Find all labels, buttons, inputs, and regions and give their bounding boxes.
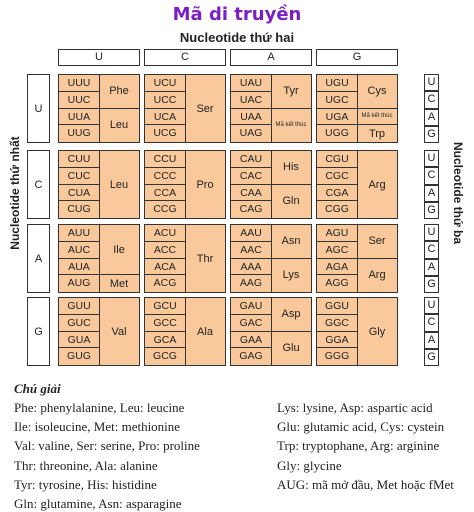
codon-cell: ACC <box>145 242 185 259</box>
codon-cell: CUU <box>59 151 99 168</box>
third-base-column <box>424 224 439 293</box>
amino-acid-label: Val <box>111 325 127 338</box>
legend-item: Glu: glutamic acid, Cys: cystein <box>277 419 445 435</box>
codon-list <box>317 298 358 365</box>
legend-item: Gly: glycine <box>277 457 342 473</box>
legend-item: AUG: mã mở đầu, Met hoặc fMet <box>277 476 454 492</box>
third-base-C: C <box>424 241 439 258</box>
first-base-G: G <box>27 297 50 366</box>
second-base-A: A <box>230 49 312 66</box>
codon-list <box>145 75 186 142</box>
codon-cell: UAC <box>231 92 271 109</box>
codon-cell: GUC <box>59 315 99 332</box>
codon-cell: GAA <box>231 332 271 349</box>
codon-cell: CAG <box>231 201 271 218</box>
amino-acid-label: Asn <box>271 225 311 259</box>
codon-block-UA <box>230 74 312 143</box>
codon-cell: CUG <box>59 201 99 218</box>
codon-block-GA <box>230 297 312 366</box>
codon-cell: GUG <box>59 348 99 365</box>
legend-item: Val: valine, Ser: serine, Pro: proline <box>14 438 200 454</box>
codon-list <box>317 151 358 218</box>
amino-acid-label: Tyr <box>271 75 311 109</box>
codon-cell: ACU <box>145 225 185 242</box>
codon-cell: UAG <box>231 125 271 142</box>
codon-cell: AUU <box>59 225 99 242</box>
amino-acid-label: Cys <box>357 75 397 109</box>
codon-cell: AGA <box>317 259 357 276</box>
codon-list <box>231 298 272 365</box>
amino-acid-label: Lys <box>282 269 300 282</box>
codon-cell: GAG <box>231 348 271 365</box>
codon-block-GC <box>144 297 226 366</box>
codon-cell: UUG <box>59 125 99 142</box>
codon-cell: AAG <box>231 275 271 292</box>
codon-list <box>59 225 100 292</box>
legend-item: Phe: phenylalanine, Leu: leucine <box>14 400 185 415</box>
third-base-U: U <box>424 297 439 314</box>
amino-acid-label: Met <box>109 277 129 290</box>
amino-acid-label: Gln <box>282 195 300 208</box>
legend-item: Gln: glutamine, Asn: asparagine <box>14 496 182 511</box>
amino-acid-label: Ala <box>197 325 213 338</box>
codon-cell: GCU <box>145 298 185 315</box>
codon-cell: UGG <box>317 125 357 142</box>
third-base-column <box>424 74 439 143</box>
codon-list <box>317 75 358 142</box>
amino-acid-label: Arg <box>368 269 386 282</box>
codon-list <box>59 151 100 218</box>
codon-cell: AUC <box>59 242 99 259</box>
codon-cell: UUC <box>59 92 99 109</box>
amino-acid-label: Phe <box>99 75 139 109</box>
codon-cell: GUU <box>59 298 99 315</box>
codon-block-AC <box>144 224 226 293</box>
third-nucleotide-label: Nucleotide thứ ba <box>451 141 465 245</box>
codon-block-UG <box>316 74 398 143</box>
codon-cell: GCG <box>145 348 185 365</box>
codon-cell: AGC <box>317 242 357 259</box>
codon-block-UC <box>144 74 226 143</box>
second-base-U: U <box>58 49 140 66</box>
codon-block-GU <box>58 297 140 366</box>
codon-cell: GCC <box>145 315 185 332</box>
codon-cell: UGC <box>317 92 357 109</box>
amino-acid-label: Ser <box>196 102 214 115</box>
third-base-G: G <box>424 276 439 293</box>
codon-cell: UUA <box>59 109 99 126</box>
codon-list <box>145 298 186 365</box>
third-base-U: U <box>424 224 439 241</box>
codon-block-AA <box>230 224 312 293</box>
amino-acid-label: Gly <box>368 325 386 338</box>
amino-acid-label: Arg <box>368 178 386 191</box>
legend-item: Thr: threonine, Ala: alanine <box>14 457 158 473</box>
first-nucleotide-label: Nucleotide thứ nhất <box>8 136 22 250</box>
second-base-G: G <box>316 49 398 66</box>
third-base-C: C <box>424 314 439 331</box>
codon-cell: UUU <box>59 75 99 92</box>
codon-block-CC <box>144 150 226 219</box>
second-nucleotide-label: Nucleotide thứ hai <box>179 30 295 45</box>
codon-cell: CUA <box>59 185 99 202</box>
amino-acid-label: His <box>271 151 311 185</box>
third-base-C: C <box>424 91 439 108</box>
codon-block-AU <box>58 224 140 293</box>
codon-cell: GGC <box>317 315 357 332</box>
first-base-A: A <box>27 224 50 293</box>
codon-cell: AAA <box>231 259 271 276</box>
codon-list <box>317 225 358 292</box>
codon-cell: UCA <box>145 109 185 126</box>
codon-cell: AGG <box>317 275 357 292</box>
codon-cell: GAC <box>231 315 271 332</box>
codon-block-AG <box>316 224 398 293</box>
first-base-C: C <box>27 150 50 219</box>
codon-cell: GGU <box>317 298 357 315</box>
codon-cell: CCU <box>145 151 185 168</box>
stop-codon-label: Mã kết thúc <box>275 122 307 129</box>
codon-list <box>145 225 186 292</box>
third-base-C: C <box>424 167 439 184</box>
codon-cell: CAU <box>231 151 271 168</box>
third-base-column <box>424 150 439 219</box>
codon-cell: UCG <box>145 125 185 142</box>
codon-cell: GCA <box>145 332 185 349</box>
amino-acid-label: Ser <box>357 225 397 259</box>
amino-acid-label: Leu <box>109 178 129 191</box>
third-base-column <box>424 297 439 366</box>
codon-cell: UCC <box>145 92 185 109</box>
third-base-U: U <box>424 150 439 167</box>
codon-block-UU <box>58 74 140 143</box>
codon-cell: ACA <box>145 259 185 276</box>
third-base-U: U <box>424 74 439 91</box>
third-base-G: G <box>424 349 439 366</box>
codon-cell: CGA <box>317 185 357 202</box>
legend-item: Lys: lysine, Asp: aspartic acid <box>277 400 433 415</box>
codon-cell: CGU <box>317 151 357 168</box>
codon-list <box>59 75 100 142</box>
codon-cell: UCU <box>145 75 185 92</box>
codon-list <box>145 151 186 218</box>
codon-cell: ACG <box>145 275 185 292</box>
codon-cell: CGC <box>317 168 357 185</box>
codon-cell: CAC <box>231 168 271 185</box>
legend-item: Ile: isoleucine, Met: methionine <box>14 419 181 435</box>
third-base-A: A <box>424 332 439 349</box>
codon-cell: AUG <box>59 275 99 292</box>
amino-acid-label: Ile <box>99 225 139 275</box>
codon-cell: CCC <box>145 168 185 185</box>
codon-cell: AAU <box>231 225 271 242</box>
page-title: Mã di truyền <box>172 4 302 25</box>
codon-cell: UAA <box>231 109 271 126</box>
codon-cell: GAU <box>231 298 271 315</box>
codon-cell: UGA <box>317 109 357 126</box>
codon-cell: UGU <box>317 75 357 92</box>
second-base-C: C <box>144 49 226 66</box>
codon-block-CA <box>230 150 312 219</box>
codon-cell: GGA <box>317 332 357 349</box>
codon-list <box>231 75 272 142</box>
codon-block-GG <box>316 297 398 366</box>
codon-cell: CCG <box>145 201 185 218</box>
third-base-G: G <box>424 202 439 219</box>
amino-acid-label: Thr <box>196 252 214 265</box>
codon-block-CG <box>316 150 398 219</box>
amino-acid-label: Glu <box>282 342 300 355</box>
codon-list <box>59 298 100 365</box>
codon-cell: CCA <box>145 185 185 202</box>
first-base-U: U <box>27 74 50 143</box>
third-base-A: A <box>424 185 439 202</box>
legend-item: Trp: tryptophane, Arg: arginine <box>277 438 440 454</box>
amino-acid-label: Pro <box>196 178 214 191</box>
codon-list <box>231 225 272 292</box>
codon-cell: AUA <box>59 259 99 276</box>
stop-codon-label: Mã kết thúc <box>357 109 397 126</box>
codon-list <box>231 151 272 218</box>
codon-cell: AAC <box>231 242 271 259</box>
codon-block-CU <box>58 150 140 219</box>
codon-cell: CAA <box>231 185 271 202</box>
amino-acid-label: Asp <box>271 298 311 332</box>
codon-cell: GUA <box>59 332 99 349</box>
third-base-A: A <box>424 259 439 276</box>
third-base-G: G <box>424 126 439 143</box>
codon-cell: CUC <box>59 168 99 185</box>
amino-acid-label: Trp <box>368 127 386 140</box>
amino-acid-label: Leu <box>109 119 129 132</box>
codon-cell: GGG <box>317 348 357 365</box>
third-base-A: A <box>424 109 439 126</box>
legend-item: Tyr: tyrosine, His: histidine <box>14 476 157 492</box>
codon-cell: CGG <box>317 201 357 218</box>
codon-cell: UAU <box>231 75 271 92</box>
codon-cell: AGU <box>317 225 357 242</box>
legend-title: Chú giải <box>14 381 61 396</box>
